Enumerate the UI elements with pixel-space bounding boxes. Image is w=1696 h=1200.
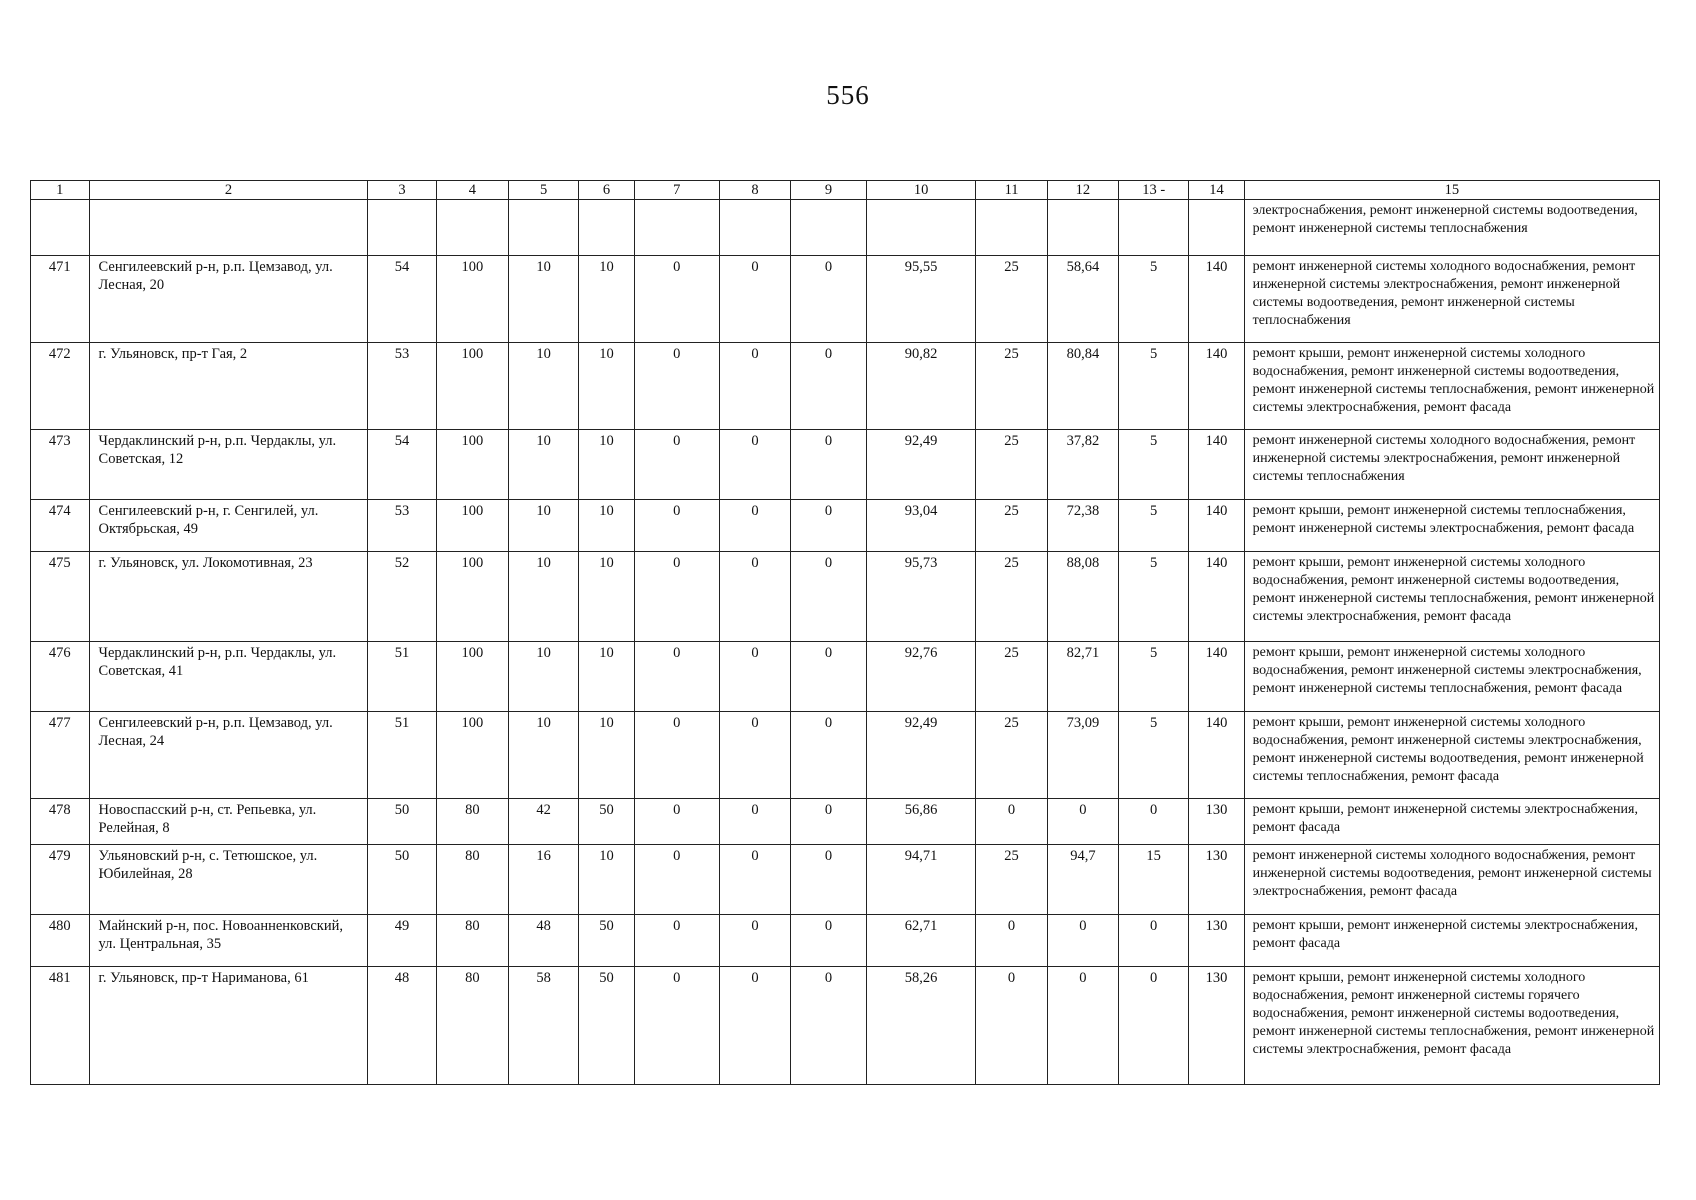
value-cell-c5: 10 (509, 642, 579, 712)
value-cell-c11: 25 (976, 430, 1047, 500)
value-cell-c9: 0 (791, 500, 867, 552)
value-cell-c7 (634, 200, 719, 256)
value-cell-c5: 10 (509, 712, 579, 799)
works-cell: электроснабжения, ремонт инженерной системы водоотведения, ремонт инженерной системы теплоснабжения (1244, 200, 1659, 256)
value-cell-c14 (1189, 200, 1244, 256)
value-cell-c7: 0 (634, 430, 719, 500)
value-cell-c3: 54 (368, 430, 436, 500)
works-cell: ремонт инженерной системы холодного водоснабжения, ремонт инженерной системы электроснабжения, ремонт инженерной системы водоотведения, ремонт инженерной системы теплоснабжения (1244, 256, 1659, 343)
value-cell-c4: 80 (436, 915, 508, 967)
repair-program-table (30, 180, 1660, 1085)
value-cell-c8: 0 (719, 915, 790, 967)
table-body (31, 200, 1660, 1085)
value-cell-c14: 140 (1189, 712, 1244, 799)
value-cell-c8: 0 (719, 500, 790, 552)
repair-program-table-wrapper (30, 180, 1660, 1085)
table-row (31, 500, 1660, 552)
value-cell-c12: 80,84 (1047, 343, 1118, 430)
value-cell-c9: 0 (791, 552, 867, 642)
row-number-cell: 474 (31, 500, 90, 552)
value-cell-c12: 58,64 (1047, 256, 1118, 343)
value-cell-c7: 0 (634, 712, 719, 799)
works-cell: ремонт крыши, ремонт инженерной системы холодного водоснабжения, ремонт инженерной системы электроснабжения, ремонт инженерной системы теплоснабжения, ремонт фасада (1244, 642, 1659, 712)
table-row (31, 915, 1660, 967)
value-cell-c12: 73,09 (1047, 712, 1118, 799)
value-cell-c12: 0 (1047, 967, 1118, 1085)
value-cell-c9 (791, 200, 867, 256)
value-cell-c13: 5 (1119, 642, 1189, 712)
value-cell-c4: 100 (436, 712, 508, 799)
value-cell-c13: 5 (1119, 552, 1189, 642)
works-cell: ремонт крыши, ремонт инженерной системы холодного водоснабжения, ремонт инженерной системы водоотведения, ремонт инженерной системы теплоснабжения, ремонт инженерной системы электроснабжения, ремонт фасада (1244, 552, 1659, 642)
value-cell-c6: 10 (579, 500, 634, 552)
value-cell-c5: 10 (509, 552, 579, 642)
address-cell (89, 200, 368, 256)
col-header: 2 (89, 181, 368, 200)
value-cell-c10 (866, 200, 976, 256)
value-cell-c5: 16 (509, 845, 579, 915)
value-cell-c10: 93,04 (866, 500, 976, 552)
value-cell-c11: 0 (976, 915, 1047, 967)
row-number-cell: 479 (31, 845, 90, 915)
value-cell-c4: 100 (436, 343, 508, 430)
value-cell-c14: 140 (1189, 256, 1244, 343)
address-cell: г. Ульяновск, пр-т Нариманова, 61 (89, 967, 368, 1085)
value-cell-c9: 0 (791, 799, 867, 845)
value-cell-c7: 0 (634, 845, 719, 915)
table-row (31, 552, 1660, 642)
value-cell-c10: 62,71 (866, 915, 976, 967)
table-row (31, 642, 1660, 712)
value-cell-c14: 140 (1189, 642, 1244, 712)
value-cell-c5: 58 (509, 967, 579, 1085)
row-number-cell: 478 (31, 799, 90, 845)
value-cell-c14: 130 (1189, 967, 1244, 1085)
works-cell: ремонт крыши, ремонт инженерной системы электроснабжения, ремонт фасада (1244, 915, 1659, 967)
value-cell-c7: 0 (634, 500, 719, 552)
value-cell-c3: 50 (368, 799, 436, 845)
works-cell: ремонт крыши, ремонт инженерной системы холодного водоснабжения, ремонт инженерной системы водоотведения, ремонт инженерной системы теплоснабжения, ремонт инженерной системы электроснабжения, ремонт фасада (1244, 343, 1659, 430)
col-header: 5 (509, 181, 579, 200)
col-header: 12 (1047, 181, 1118, 200)
table-row (31, 799, 1660, 845)
value-cell-c4 (436, 200, 508, 256)
value-cell-c10: 90,82 (866, 343, 976, 430)
value-cell-c8: 0 (719, 343, 790, 430)
value-cell-c11: 25 (976, 642, 1047, 712)
value-cell-c13: 5 (1119, 430, 1189, 500)
table-row (31, 712, 1660, 799)
value-cell-c12: 0 (1047, 799, 1118, 845)
value-cell-c14: 140 (1189, 343, 1244, 430)
page-number: 556 (826, 80, 870, 110)
value-cell-c13: 15 (1119, 845, 1189, 915)
value-cell-c10: 58,26 (866, 967, 976, 1085)
value-cell-c8: 0 (719, 712, 790, 799)
address-cell: г. Ульяновск, ул. Локомотивная, 23 (89, 552, 368, 642)
value-cell-c13: 0 (1119, 967, 1189, 1085)
value-cell-c5 (509, 200, 579, 256)
value-cell-c9: 0 (791, 915, 867, 967)
col-header: 7 (634, 181, 719, 200)
value-cell-c4: 100 (436, 642, 508, 712)
table-row (31, 343, 1660, 430)
value-cell-c3: 53 (368, 500, 436, 552)
value-cell-c12: 94,7 (1047, 845, 1118, 915)
table-row (31, 845, 1660, 915)
value-cell-c8: 0 (719, 430, 790, 500)
address-cell: Чердаклинский р-н, р.п. Чердаклы, ул. Советская, 41 (89, 642, 368, 712)
value-cell-c5: 48 (509, 915, 579, 967)
value-cell-c8: 0 (719, 799, 790, 845)
value-cell-c8 (719, 200, 790, 256)
value-cell-c11 (976, 200, 1047, 256)
value-cell-c5: 42 (509, 799, 579, 845)
value-cell-c13: 0 (1119, 799, 1189, 845)
value-cell-c10: 95,73 (866, 552, 976, 642)
value-cell-c7: 0 (634, 343, 719, 430)
row-number-cell: 473 (31, 430, 90, 500)
value-cell-c4: 80 (436, 967, 508, 1085)
value-cell-c11: 25 (976, 343, 1047, 430)
value-cell-c6: 50 (579, 915, 634, 967)
value-cell-c13: 5 (1119, 256, 1189, 343)
column-number-row (31, 181, 1660, 200)
works-cell: ремонт крыши, ремонт инженерной системы электроснабжения, ремонт фасада (1244, 799, 1659, 845)
value-cell-c6 (579, 200, 634, 256)
value-cell-c3: 53 (368, 343, 436, 430)
value-cell-c9: 0 (791, 845, 867, 915)
value-cell-c11: 25 (976, 552, 1047, 642)
value-cell-c6: 10 (579, 552, 634, 642)
value-cell-c10: 95,55 (866, 256, 976, 343)
col-header: 4 (436, 181, 508, 200)
value-cell-c13: 5 (1119, 500, 1189, 552)
row-number-cell: 471 (31, 256, 90, 343)
table-row (31, 200, 1660, 256)
value-cell-c14: 140 (1189, 430, 1244, 500)
value-cell-c12: 0 (1047, 915, 1118, 967)
value-cell-c7: 0 (634, 256, 719, 343)
row-number-cell: 472 (31, 343, 90, 430)
col-header: 8 (719, 181, 790, 200)
value-cell-c9: 0 (791, 430, 867, 500)
col-header: 14 (1189, 181, 1244, 200)
col-header: 13 - (1119, 181, 1189, 200)
value-cell-c5: 10 (509, 343, 579, 430)
value-cell-c14: 140 (1189, 552, 1244, 642)
value-cell-c7: 0 (634, 642, 719, 712)
row-number-cell: 476 (31, 642, 90, 712)
value-cell-c12 (1047, 200, 1118, 256)
value-cell-c11: 25 (976, 256, 1047, 343)
value-cell-c6: 10 (579, 256, 634, 343)
value-cell-c3: 54 (368, 256, 436, 343)
value-cell-c7: 0 (634, 799, 719, 845)
value-cell-c11: 0 (976, 799, 1047, 845)
value-cell-c3 (368, 200, 436, 256)
value-cell-c10: 92,49 (866, 712, 976, 799)
works-cell: ремонт крыши, ремонт инженерной системы холодного водоснабжения, ремонт инженерной системы горячего водоснабжения, ремонт инженерной системы водоотведения, ремонт инженерной системы теплоснабжения, ремонт инженерной системы электроснабжения, ремонт фасада (1244, 967, 1659, 1085)
address-cell: Сенгилеевский р-н, г. Сенгилей, ул. Октябрьская, 49 (89, 500, 368, 552)
row-number-cell (31, 200, 90, 256)
col-header: 11 (976, 181, 1047, 200)
value-cell-c4: 100 (436, 500, 508, 552)
value-cell-c10: 56,86 (866, 799, 976, 845)
value-cell-c13 (1119, 200, 1189, 256)
value-cell-c8: 0 (719, 256, 790, 343)
value-cell-c6: 10 (579, 845, 634, 915)
value-cell-c4: 100 (436, 256, 508, 343)
value-cell-c13: 5 (1119, 343, 1189, 430)
value-cell-c5: 10 (509, 430, 579, 500)
value-cell-c8: 0 (719, 552, 790, 642)
value-cell-c9: 0 (791, 712, 867, 799)
row-number-cell: 475 (31, 552, 90, 642)
value-cell-c6: 10 (579, 642, 634, 712)
address-cell: г. Ульяновск, пр-т Гая, 2 (89, 343, 368, 430)
value-cell-c6: 50 (579, 799, 634, 845)
value-cell-c7: 0 (634, 915, 719, 967)
value-cell-c11: 25 (976, 845, 1047, 915)
value-cell-c12: 37,82 (1047, 430, 1118, 500)
value-cell-c12: 88,08 (1047, 552, 1118, 642)
value-cell-c11: 25 (976, 712, 1047, 799)
address-cell: Сенгилеевский р-н, р.п. Цемзавод, ул. Лесная, 24 (89, 712, 368, 799)
value-cell-c14: 130 (1189, 845, 1244, 915)
value-cell-c9: 0 (791, 967, 867, 1085)
value-cell-c10: 92,76 (866, 642, 976, 712)
address-cell: Сенгилеевский р-н, р.п. Цемзавод, ул. Лесная, 20 (89, 256, 368, 343)
col-header: 10 (866, 181, 976, 200)
value-cell-c6: 10 (579, 712, 634, 799)
value-cell-c14: 130 (1189, 799, 1244, 845)
value-cell-c3: 51 (368, 712, 436, 799)
works-cell: ремонт крыши, ремонт инженерной системы теплоснабжения, ремонт инженерной системы электроснабжения, ремонт фасада (1244, 500, 1659, 552)
row-number-cell: 481 (31, 967, 90, 1085)
value-cell-c12: 82,71 (1047, 642, 1118, 712)
col-header: 3 (368, 181, 436, 200)
value-cell-c14: 130 (1189, 915, 1244, 967)
value-cell-c6: 50 (579, 967, 634, 1085)
value-cell-c3: 50 (368, 845, 436, 915)
table-row (31, 256, 1660, 343)
value-cell-c11: 25 (976, 500, 1047, 552)
value-cell-c4: 80 (436, 845, 508, 915)
value-cell-c5: 10 (509, 256, 579, 343)
works-cell: ремонт крыши, ремонт инженерной системы холодного водоснабжения, ремонт инженерной системы электроснабжения, ремонт инженерной системы водоотведения, ремонт инженерной системы теплоснабжения, ремонт фасада (1244, 712, 1659, 799)
value-cell-c7: 0 (634, 967, 719, 1085)
value-cell-c3: 52 (368, 552, 436, 642)
value-cell-c7: 0 (634, 552, 719, 642)
value-cell-c3: 51 (368, 642, 436, 712)
value-cell-c9: 0 (791, 343, 867, 430)
value-cell-c13: 5 (1119, 712, 1189, 799)
value-cell-c14: 140 (1189, 500, 1244, 552)
table-row (31, 967, 1660, 1085)
col-header: 6 (579, 181, 634, 200)
value-cell-c10: 92,49 (866, 430, 976, 500)
value-cell-c5: 10 (509, 500, 579, 552)
col-header: 1 (31, 181, 90, 200)
value-cell-c13: 0 (1119, 915, 1189, 967)
value-cell-c8: 0 (719, 642, 790, 712)
value-cell-c4: 100 (436, 552, 508, 642)
value-cell-c3: 49 (368, 915, 436, 967)
row-number-cell: 477 (31, 712, 90, 799)
address-cell: Ульяновский р-н, с. Тетюшское, ул. Юбилейная, 28 (89, 845, 368, 915)
value-cell-c4: 80 (436, 799, 508, 845)
works-cell: ремонт инженерной системы холодного водоснабжения, ремонт инженерной системы электроснабжения, ремонт инженерной системы теплоснабжения (1244, 430, 1659, 500)
address-cell: Новоспасский р-н, ст. Репьевка, ул. Релейная, 8 (89, 799, 368, 845)
value-cell-c9: 0 (791, 256, 867, 343)
value-cell-c9: 0 (791, 642, 867, 712)
table-row (31, 430, 1660, 500)
value-cell-c3: 48 (368, 967, 436, 1085)
value-cell-c4: 100 (436, 430, 508, 500)
col-header: 9 (791, 181, 867, 200)
col-header: 15 (1244, 181, 1659, 200)
value-cell-c6: 10 (579, 343, 634, 430)
value-cell-c6: 10 (579, 430, 634, 500)
works-cell: ремонт инженерной системы холодного водоснабжения, ремонт инженерной системы водоотведения, ремонт инженерной системы электроснабжения, ремонт фасада (1244, 845, 1659, 915)
value-cell-c10: 94,71 (866, 845, 976, 915)
value-cell-c8: 0 (719, 967, 790, 1085)
value-cell-c8: 0 (719, 845, 790, 915)
address-cell: Майнский р-н, пос. Новоанненковский, ул. Центральная, 35 (89, 915, 368, 967)
value-cell-c11: 0 (976, 967, 1047, 1085)
value-cell-c12: 72,38 (1047, 500, 1118, 552)
row-number-cell: 480 (31, 915, 90, 967)
address-cell: Чердаклинский р-н, р.п. Чердаклы, ул. Советская, 12 (89, 430, 368, 500)
